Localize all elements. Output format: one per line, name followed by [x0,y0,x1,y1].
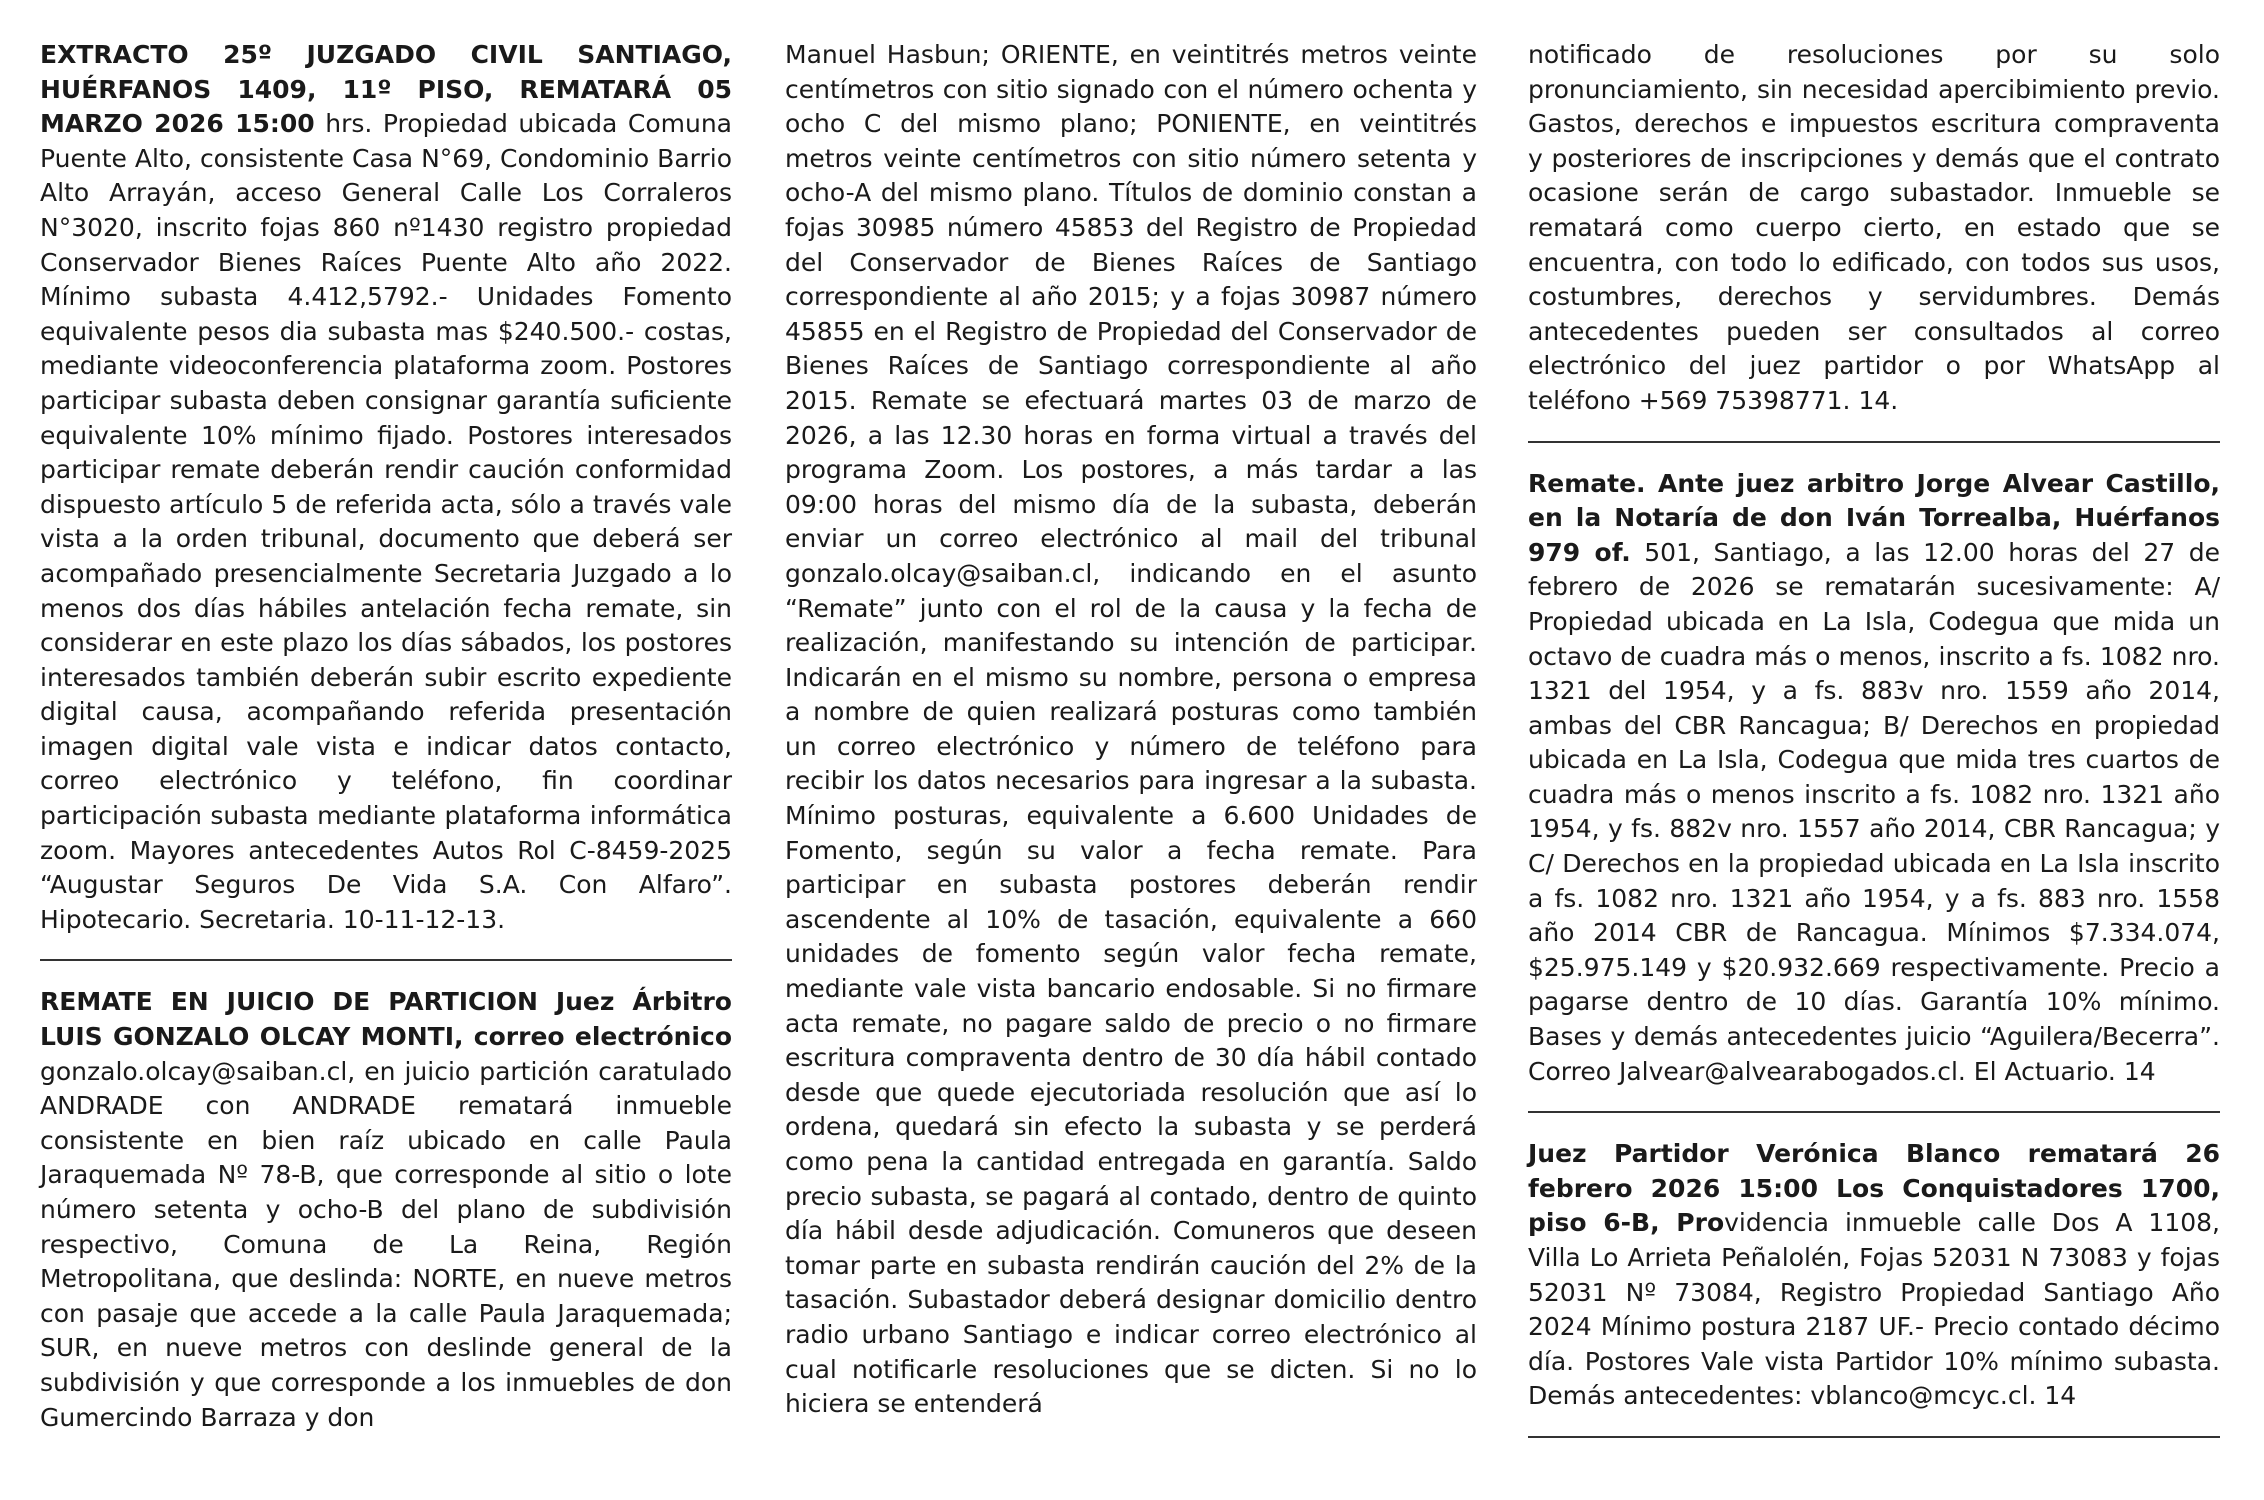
notice-remate-juicio-particion-continued [785,38,1477,1422]
column-2 [785,38,1477,1422]
notice-paragraph [1528,1137,2220,1414]
notice-paragraph [40,38,732,937]
notice-heading: REMATE EN JUICIO DE PARTICION Juez Árbitro LUIS GONZALO OLCAY MONTI, correo electrónico [40,987,732,1052]
notice-body-continued: Manuel Hasbun; ORIENTE, en veintitrés metros veinte centímetros con sitio signado con el número ochenta y ocho C del mismo plano; PONIENTE, en veintitrés metros veinte centímetros con sitio número setenta y ocho-A del mismo plano. Títulos de dominio constan a fojas 30985 número 45853 del Registro de Propiedad del Conservador de Bienes Raíces de Santiago correspondiente al año 2015; y a fojas 30987 número 45855 en el Registro de Propiedad del Conservador de Bienes Raíces de Santiago correspondiente al año 2015. Remate se efectuará martes 03 de marzo de 2026, a las 12.30 horas en forma virtual a través del programa Zoom. Los postores, a más tardar a las 09:00 horas del mismo día de la subasta, deberán enviar un correo electrónico al mail del tribunal gonzalo.olcay@saiban.cl, indicando en el asunto “Remate” junto con el rol de la causa y la fecha de realización, manifestando su intención de participar. Indicarán en el mismo su nombre, persona o empresa a nombre de quien realizará posturas como también un correo electrónico y número de teléfono para recibir los datos necesarios para ingresar a la subasta. Mínimo posturas, equivalente a 6.600 Unidades de Fomento, según su valor a fecha remate. Para participar en subasta postores deberán rendir ascendente al 10% de tasación, equivalente a 660 unidades de fomento según valor fecha remate, mediante vale vista bancario endosable. Si no firmare acta remate, no pagare saldo de precio o no firmare escritura compraventa dentro de 30 día hábil contado desde que quede ejecutoriada resolución que así lo ordena, quedará sin efecto la subasta y se perderá como pena la cantidad entregada en garantía. Saldo precio subasta, se pagará al contado, dentro de quinto día hábil desde adjudicación. Comuneros que deseen tomar parte en subasta rendirán caución del 2% de la tasación. Subastador deberá designar domicilio dentro radio urbano Santiago e indicar correo electrónico al cual notificarle resoluciones que se dicten. Si no lo hiciera se entenderá [785,40,1477,1419]
notice-remate-juicio-particion-end [1528,38,2220,419]
notice-body: gonzalo.olcay@saiban.cl, en juicio partición caratulado ANDRADE con ANDRADE rematará inmueble consistente en bien raíz ubicado en calle Paula Jaraquemada Nº 78-B, que corresponde al sitio o lote número setenta y ocho-B del plano de subdivisión respectivo, Comuna de La Reina, Región Metropolitana, que deslinda: NORTE, en nueve metros con pasaje que accede a la calle Paula Jaraquemada; SUR, en nueve metros con deslinde general de la subdivisión y que corresponde a los inmuebles de don Gumercindo Barraza y don [40,1056,732,1432]
notice-remate-juicio-particion [40,985,732,1435]
column-1 [40,38,732,1435]
notice-heading: EXTRACTO 25º JUZGADO CIVIL SANTIAGO, HUÉRFANOS 1409, 11º PISO, REMATARÁ 05 MARZO 2026 15:00 [40,40,732,139]
column-3 [1528,38,2220,1462]
notice-remate-juez-alvear [1528,467,2220,1090]
notice-body-continued: notificado de resoluciones por su solo pronunciamiento, sin necesidad apercibimiento previo. Gastos, derechos e impuestos escritura compraventa y posteriores de inscripciones y demás que el contrato ocasione serán de cargo subastador. Inmueble se rematará como cuerpo cierto, en estado que se encuentra, con todo lo edificado, con todos sus usos, costumbres, derechos y servidumbres. Demás antecedentes pueden ser consultados al correo electrónico del juez partidor o por WhatsApp al teléfono +569 75398771. 14. [1528,40,2220,415]
notice-paragraph [1528,467,2220,1090]
notice-divider [1528,1436,2220,1438]
notice-extracto-25-juzgado [40,38,732,937]
notice-body: 501, Santiago, a las 12.00 horas del 27 de febrero de 2026 se rematarán sucesivamente: A/ Propiedad ubicada en La Isla, Codegua que mida un octavo de cuadra más o menos, inscrito a fs. 1082 nro. 1321 del 1954, y a fs. 883v nro. 1559 año 2014, ambas del CBR Rancagua; B/ Derechos en propiedad ubicada en La Isla, Codegua que mida tres cuartos de cuadra más o menos inscrito a fs. 1082 nro. 1321 año 1954, y fs. 882v nro. 1557 año 2014, CBR Rancagua; y C/ Derechos en la propiedad ubicada en La Isla inscrito a fs. 1082 nro. 1321 año 1954, y a fs. 883 nro. 1558 año 2014 CBR de Rancagua. Mínimos $7.334.074, $25.975.149 y $20.932.669 respectivamente. Precio a pagarse dentro de 10 días. Garantía 10% mínimo. Bases y demás antecedentes juicio “Aguilera/Becerra”. Correo Jalvear@alvearabogados.cl. El Actuario. 14 [1528,537,2220,1086]
notice-body: videncia inmueble calle Dos A 1108, Villa Lo Arrieta Peñalolén, Fojas 52031 N 73083 y fojas 52031 Nº 73084, Registro Propiedad Santiago Año 2024 Mínimo postura 2187 UF.- Precio contado décimo día. Postores Vale vista Partidor 10% mínimo subasta. Demás antecedentes: vblanco@mcyc.cl. 14 [1528,1208,2220,1411]
notice-paragraph [1528,38,2220,419]
notice-divider [40,959,732,961]
notice-body: hrs. Propiedad ubicada Comuna Puente Alto, consistente Casa N°69, Condominio Barrio Alto Arrayán, acceso General Calle Los Corraleros N°3020, inscrito fojas 860 nº1430 registro propiedad Conservador Bienes Raíces Puente Alto año 2022. Mínimo subasta 4.412,5792.- Unidades Fomento equivalente pesos dia subasta mas $240.500.- costas, mediante videoconferencia plataforma zoom. Postores participar subasta deben consignar garantía suficiente equivalente 10% mínimo fijado. Postores interesados participar remate deberán rendir caución conformidad dispuesto artículo 5 de referida acta, sólo a través vale vista a la orden tribunal, documento que deberá ser acompañado presencialmente Secretaria Juzgado a lo menos dos días hábiles antelación fecha remate, sin considerar en este plazo los días sábados, los postores interesados también deberán subir escrito expediente digital causa, acompañando referida presentación imagen digital vale vista e indicar datos contacto, correo electrónico y teléfono, fin coordinar participación subasta mediante plataforma informática zoom. Mayores antecedentes Autos Rol C-8459-2025 “Augustar Seguros De Vida S.A. Con Alfaro”. Hipotecario. Secretaria. 10-11-12-13. [40,109,732,934]
notice-paragraph [785,38,1477,1422]
notice-heading: Remate. Ante juez arbitro Jorge Alvear Castillo, en la Notaría de don Iván Torrealba, Huérfanos 979 of. [1528,468,2220,567]
notice-divider [1528,441,2220,443]
notice-heading: Juez Partidor Verónica Blanco rematará 26 febrero 2026 15:00 Los Conquistadores 1700, piso 6-B, Pro [1528,1139,2220,1238]
notice-juez-partidor-blanco [1528,1137,2220,1414]
notice-divider [1528,1111,2220,1113]
notice-paragraph [40,985,732,1435]
